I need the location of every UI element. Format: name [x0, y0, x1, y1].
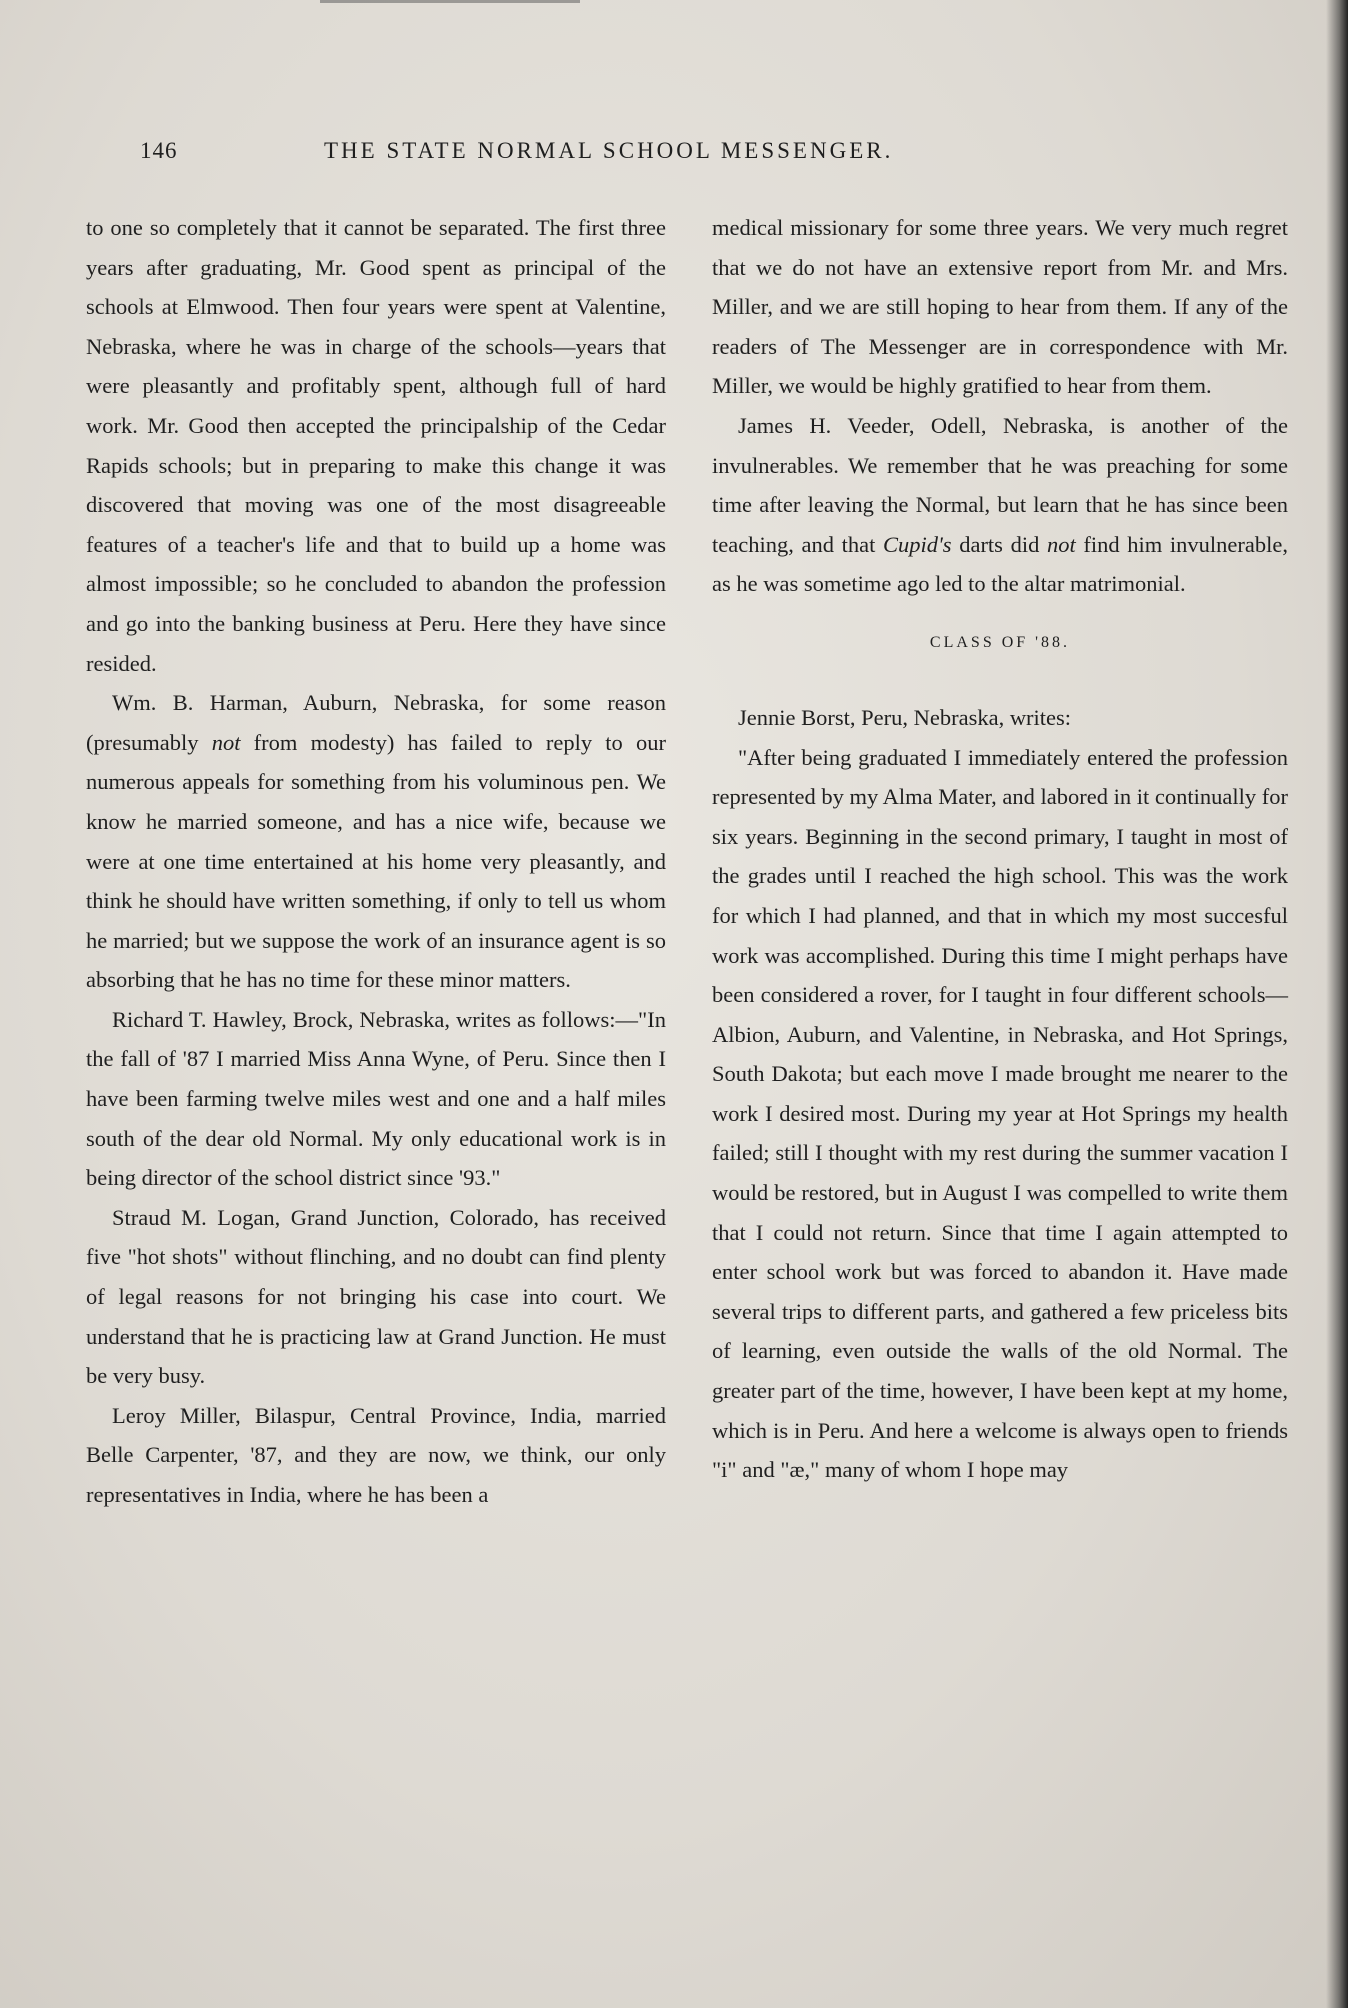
- harman-emphasis: not: [211, 729, 241, 755]
- page-header: [140, 138, 1280, 174]
- paragraph-logan: Straud M. Logan, Grand Junction, Colorado, has received five "hot shots" without flinching, and no doubt can find plenty of legal reasons for not bringing his case into court. We understand that he is practicing law at Grand Junction. He must be very busy.: [86, 1204, 666, 1389]
- veeder-text-start: James H. Veeder, Odell, Nebraska, is another of the invulnerables. We remember that he was preaching for some time after leaving the Normal, but learn that he has since been teaching, and that: [712, 412, 1288, 557]
- page-edge-shadow: [1326, 0, 1348, 2008]
- page-number: 146: [140, 138, 178, 163]
- harman-text-end: from modesty) has failed to reply to our numerous appeals for something from his voluminous pen. We know he married someone, and has a nice wife, because we were at one time entertained at his home very pleasantly, and think he should have written something, if only to tell us whom he married; but we suppose the work of an insurance agent is so absorbing that he has no time for these minor matters.: [86, 729, 667, 993]
- paragraph-borst-intro: Jennie Borst, Peru, Nebraska, writes:: [738, 704, 1072, 730]
- running-head: THE STATE NORMAL SCHOOL MESSENGER.: [324, 138, 894, 163]
- paragraph-miller-continued: medical missionary for some three years. We very much regret that we do not have an extensive report from Mr. and Mrs. Miller, and we are still hoping to hear from them. If any of the readers of The Messenger are in correspondence with Mr. Miller, we would be highly gratified to hear from them.: [712, 215, 1288, 399]
- veeder-emphasis-cupid: Cupid's: [882, 531, 952, 557]
- right-column: [712, 208, 1288, 1490]
- paragraph-harman: [86, 683, 666, 1000]
- veeder-emphasis-not: not: [1046, 531, 1076, 557]
- paragraph-hawley: Richard T. Hawley, Brock, Nebraska, writes as follows:—"In the fall of '87 I married Miss Anna Wyne, of Peru. Since then I have been farming twelve miles west and one and a half miles south of the dear old Normal. My only educational work is in being director of the school district since '93.": [86, 1006, 666, 1191]
- paragraph-miller: Leroy Miller, Bilaspur, Central Province, India, married Belle Carpenter, '87, and they are now, we think, our only representatives in India, where he has been a: [86, 1402, 666, 1507]
- veeder-text-middle: darts did: [951, 531, 1047, 557]
- paragraph-veeder: [712, 406, 1288, 604]
- section-title-class-of-88: CLASS OF '88.: [929, 633, 1071, 651]
- top-scan-mark: [320, 0, 580, 3]
- left-column: [86, 208, 666, 1515]
- paragraph-good-continued: to one so completely that it cannot be separated. The first three years after graduating, Mr. Good spent as principal of the schools at Elmwood. Then four years were spent at Valentine, Nebraska, where he was in charge of the schools—years that were pleasantly and profitably spent, although full of hard work. Mr. Good then accepted the principalship of the Cedar Rapids schools; but in preparing to make this change it was discovered that moving was one of the most disagreeable features of a teacher's life and that to build up a home was almost impossible; so he concluded to abandon the profession and go into the banking business at Peru. Here they have since resided.: [86, 215, 666, 676]
- veeder-text-end: find him invulnerable, as he was sometime ago led to the altar matrimonial.: [712, 531, 1288, 597]
- harman-text-start: Wm. B. Harman, Auburn, Nebraska, for some reason (presumably: [86, 690, 666, 755]
- paragraph-borst-letter: "After being graduated I immediately entered the profession represented by my Alma Mater, and labored in it continually for six years. Beginning in the second primary, I taught in most of the grades until I reached the high school. This was the work for which I had planned, and that in which my most succesful work was accomplished. During this time I might perhaps have been considered a rover, for I taught in four different schools—Albion, Auburn, and Valentine, in Nebraska, and Hot Springs, South Dakota; but each move I made brought me nearer to the work I desired most. During my year at Hot Springs my health failed; still I thought with my rest during the summer vacation I would be restored, but in August I was compelled to write them that I could not return. Since that time I again attempted to enter school work but was forced to abandon it. Have made several trips to different parts, and gathered a few priceless bits of learning, even outside the walls of the old Normal. The greater part of the time, however, I have been kept at my home, which is in Peru. And here a welcome is always open to friends "i" and "æ," many of whom I hope may: [712, 744, 1288, 1483]
